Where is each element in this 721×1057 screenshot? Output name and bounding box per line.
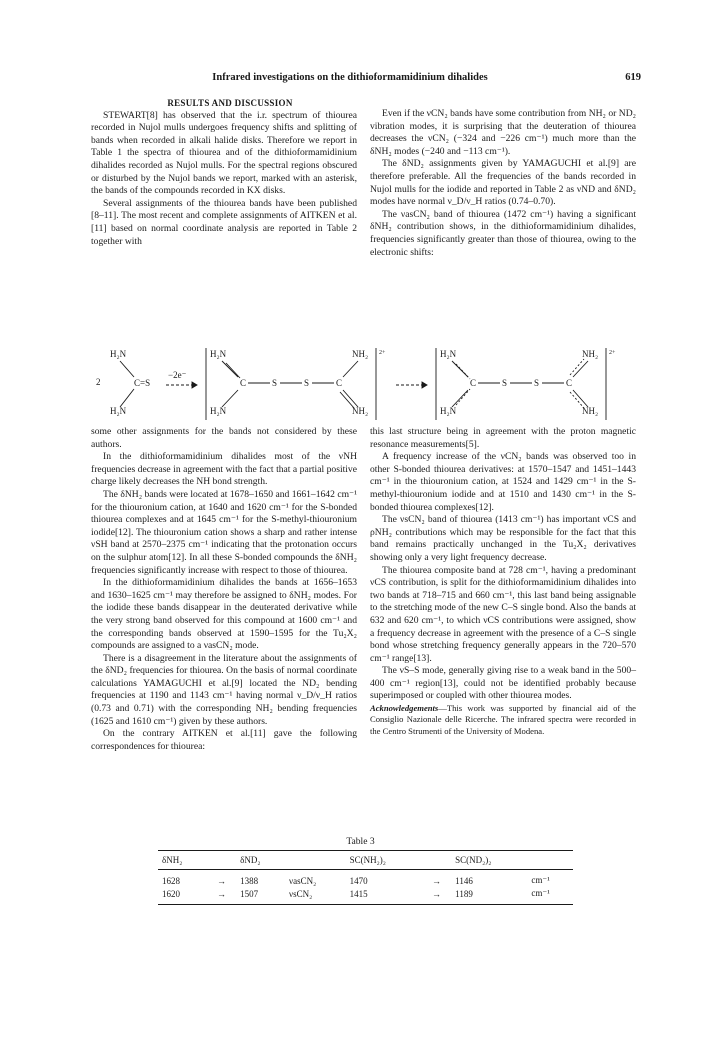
table-header-cell: δND₂ (240, 855, 261, 865)
scheme-carbon-label: C (240, 378, 247, 388)
scheme-oxidation-label: −2e⁻ (168, 370, 187, 380)
scheme-amine-label: H₂N (110, 406, 127, 416)
scheme-sulfur-label: S (534, 378, 540, 388)
table-header-cell (527, 851, 573, 870)
table-row (158, 870, 573, 888)
scheme-carbon-label: C (336, 378, 343, 388)
table-cell: 1507 (240, 888, 259, 899)
paragraph: The δND₂ assignments given by YAMAGUCHI et al.[9] are therefore preferable. All the frequencies of the bands recorded in Nujol mulls for the iodide and reported in Table 2 as νND and δND₂ modes have normal ν_D/ν_H ratios (0.74–0.70). (370, 158, 636, 208)
table-cell: cm⁻¹ (531, 888, 550, 898)
table-cell: → (432, 888, 442, 899)
scheme-carbon-label: C (470, 378, 477, 388)
scheme-bond (222, 390, 238, 407)
scheme-bond (452, 361, 468, 377)
paragraph: The νS–S mode, generally giving rise to a weak band in the 500–400 cm⁻¹ region[13], could not be identified probably because superimposed or coupled with other thiourea modes. (370, 665, 636, 702)
scheme-arrowhead (422, 382, 427, 388)
scheme-amine-label: H₂N (110, 349, 127, 359)
paragraph: this last structure being in agreement with the proton magnetic resonance measurements[5]. (370, 426, 636, 450)
scheme-amine-label: NH₂ (352, 349, 369, 359)
paragraph: In the dithioformamidinium dihalides the bands at 1656–1653 and 1630–1625 cm⁻¹ may therefore be assigned to δNH₂ modes. For the iodide these bands disappear in the deuterated derivative while the very strong band observed for this compound at 1600 cm⁻¹ and the corresponding bands observed at 1590–1595 for the Tu₂X₂ compounds are assigned to a νasCN₂ mode. (91, 577, 357, 652)
section-heading: RESULTS AND DISCUSSION (167, 98, 293, 108)
paragraph: On the contrary AITKEN et al.[11] gave the following correspondences for thiourea: (91, 728, 357, 752)
scheme-charge-label: 2+ (609, 350, 616, 356)
page-number: 619 (625, 72, 641, 83)
table-cell: 1146 (455, 875, 473, 886)
paragraph: The δNH₂ bands were located at 1678–1650 and 1661–1642 cm⁻¹ for the thiouronium cation, at 1640 and 1620 cm⁻¹ for the S-bonded thiourea complexes and at 1645 cm⁻¹ for the S-methyl-thiouronium iodide[12]. The thiouronium cation shows a sharp and rather intense νSH band at 2570–2375 cm⁻¹ indicating that the protonation occurs on the sulphur atom[12]. In all these S-bonded compounds the δNH₂ frequencies significantly increase with respect to those of thiourea. (91, 488, 357, 576)
table-3 (158, 850, 573, 905)
table-header-cell (207, 851, 236, 870)
acknowledgements-text: —This work was supported by financial aid of the Consiglio Nazionale delle Ricerche. The infrared spectra were recorded in the Centro Strumenti of the University of Modena. (370, 703, 636, 736)
table-row (158, 887, 573, 905)
table-cell: 1388 (240, 875, 259, 886)
scheme-amine-label: NH₂ (582, 349, 599, 359)
data-table (158, 850, 573, 905)
table-header-cell: δNH₂ (162, 855, 183, 865)
table-cell: 1628 (162, 875, 180, 886)
table-cell: 1189 (455, 888, 473, 899)
table-cell: → (432, 875, 442, 886)
scheme-bond (226, 363, 240, 378)
scheme-amine-label: NH₂ (582, 406, 599, 416)
table-cell: → (217, 888, 226, 899)
scheme-sulfur-label: S (304, 378, 310, 388)
reaction-scheme-svg (90, 345, 635, 421)
table-caption: Table 3 (346, 836, 375, 847)
scheme-carbon-label: C (566, 378, 573, 388)
reaction-scheme (90, 345, 635, 421)
scheme-bond (343, 361, 358, 377)
scheme-charge-label: 2+ (379, 350, 386, 356)
scheme-bond (573, 361, 588, 377)
paragraph: Even if the νCN₂ bands have some contribution from NH₂ or ND₂ vibration modes, it is surprising that the deuteration of thiourea decreases the νCN₂ (−324 and −226 cm⁻¹) much more than the δNH₂ modes (−240 and −113 cm⁻¹). (370, 108, 636, 157)
scheme-amine-label: H₂N (440, 406, 457, 416)
paragraph: The νasCN₂ band of thiourea (1472 cm⁻¹) having a significant δNH₂ contribution shows, in the dithioformamidinium dihalides, frequencies significantly greater than those of thiourea, owing to the electronic shifts: (370, 208, 636, 258)
table-header-cell: SC(NH₂)₂ (349, 855, 386, 865)
top-right-column (370, 108, 636, 259)
acknowledgements-label: Acknowledgements (370, 703, 439, 714)
table-header-row (158, 851, 573, 870)
scheme-thiocarbonyl-label: C=S (134, 378, 151, 388)
scheme-bond (452, 390, 468, 407)
scheme-bond (120, 361, 134, 377)
running-title: Infrared investigations on the dithioformamidinium dihalides (212, 72, 488, 83)
bottom-right-column (370, 426, 636, 737)
table-cell: νasCN₂ (289, 875, 317, 886)
scheme-bond (222, 361, 238, 377)
paragraph: The thiourea composite band at 728 cm⁻¹, having a predominant νCS contribution, is split for the dithioformamidinium dihalides into two bands at 718–715 and 660 cm⁻¹, this last band being assignable to the stretching mode of the new C–S single bond. Also the bands at 632 and 620 cm⁻¹, to which νCS contributions were assigned, show a frequency decrease in agreement with the presence of a C–S single bond whose stretching frequency generally appears in the 720–570 cm⁻¹ range[13]. (370, 564, 636, 664)
scheme-bond (456, 389, 470, 405)
paragraph: In the dithioformamidinium dihalides most of the νNH frequencies decrease in agreement with the fact that a partial positive charge likely decreases the NH bond strength. (91, 451, 357, 488)
scheme-coefficient: 2 (96, 377, 101, 387)
paragraph: The νsCN₂ band of thiourea (1413 cm⁻¹) has important νCS and ρNH₂ contributions which may be responsible for the fact that this band remains practically unchanged in the Tu₂X₂ derivatives showing only a very light frequency decrease. (370, 514, 636, 563)
scheme-amine-label: H₂N (210, 406, 227, 416)
paragraph: STEWART[8] has observed that the i.r. spectrum of thiourea recorded in Nujol mulls undergoes frequency shifts and splitting of bands when recorded in alkali halide disks. Therefore we report in Table 1 the spectra of thiourea and of the dithioformamidinium dihalides recorded as Nujol mulls. For the spectral regions obscured or disturbed by the Nujol bands we report, marked with an asterisk, the bands of the compounds recorded in KX disks. (91, 109, 357, 197)
table-header-cell (422, 851, 451, 870)
scheme-amine-label: H₂N (210, 349, 227, 359)
paragraph: A frequency increase of the νCN₂ bands was observed too in other S-bonded thiourea derivatives: at 1570–1547 and 1451–1443 cm⁻¹ in the thiouronium cation, at 1524 and 1429 cm⁻¹ in the S-methyl-thiouronium iodide and at 1510 and 1430 cm⁻¹ in the S-bonded thiourea complexes[12]. (370, 451, 636, 513)
top-left-column (91, 97, 357, 248)
scheme-amine-label: NH₂ (352, 406, 369, 416)
table-cell: → (217, 875, 226, 886)
paragraph: some other assignments for the bands not considered by these authors. (91, 426, 357, 450)
acknowledgements (370, 703, 636, 737)
table-cell: 1470 (349, 875, 368, 886)
bottom-left-column (91, 426, 357, 753)
paragraph: There is a disagreement in the literature about the assignments of the δND₂ frequencies for thiourea. On the basis of normal coordinate calculations YAMAGUCHI et al.[9] located the ND₂ bending frequencies at 1190 and 1143 cm⁻¹ having normal ν_D/ν_H ratios (0.73 and 0.71) with the corresponding NH₂ bending frequencies (1625 and 1610 cm⁻¹) given by these authors. (91, 652, 357, 727)
scheme-sulfur-label: S (272, 378, 278, 388)
table-cell: 1415 (349, 888, 368, 899)
scheme-arrowhead (192, 382, 197, 388)
table-header-cell: SC(ND₂)₂ (455, 855, 492, 865)
table-cell: 1620 (162, 888, 180, 899)
table-header-cell (285, 851, 346, 870)
paragraph: Several assignments of the thiourea bands have been published [8–11]. The most recent and complete assignments of AITKEN et al.[11] based on normal coordinate analysis are reported in Table 2 together with (91, 197, 357, 247)
table-cell: νsCN₂ (289, 888, 313, 899)
scheme-amine-label: H₂N (440, 349, 457, 359)
table-cell: cm⁻¹ (531, 875, 550, 885)
scheme-bond (120, 389, 134, 407)
scheme-sulfur-label: S (502, 378, 508, 388)
